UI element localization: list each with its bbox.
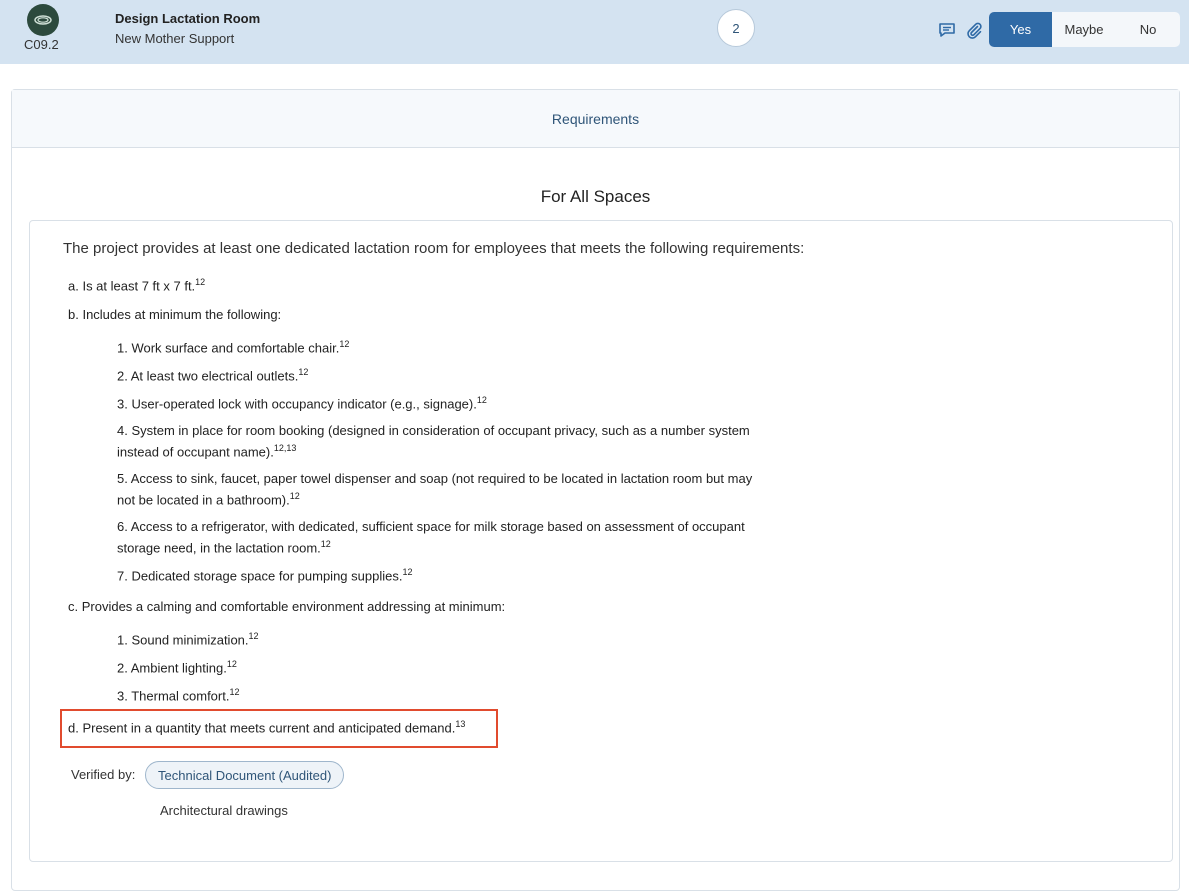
requirement-d: d. Present in a quantity that meets current and anticipated demand.$^{13}$: [68, 719, 466, 736]
requirement-b: b. Includes at minimum the following:: [68, 307, 282, 322]
list-item: 4. System in place for room booking (designed in consideration of occupant privacy, such as a number system: [117, 423, 750, 438]
list-item: 2. At least two electrical outlets.$^{12}$: [117, 367, 309, 384]
verification-document: Architectural drawings: [160, 803, 288, 818]
list-item-continued: instead of occupant name).$^{12,13}$: [117, 443, 297, 460]
comment-icon[interactable]: [937, 20, 957, 40]
list-item: 3. User-operated lock with occupancy indicator (e.g., signage).$^{12}$: [117, 395, 487, 412]
requirements-intro: The project provides at least one dedicated lactation room for employees that meets the following requirements:: [63, 240, 805, 257]
list-item: 5. Access to sink, faucet, paper towel dispenser and soap (not required to be located in lactation room but may: [117, 471, 753, 486]
list-item: 3. Thermal comfort.$^{12}$: [117, 687, 240, 704]
top-bar: [0, 0, 1189, 64]
feature-code: C09.2: [24, 37, 59, 52]
maybe-button[interactable]: Maybe: [1064, 22, 1104, 37]
list-item: 1. Sound minimization.$^{12}$: [117, 631, 259, 648]
list-item-continued: storage need, in the lactation room.$^{12}$: [117, 539, 331, 556]
requirements-panel: [11, 89, 1180, 891]
answer-toggle: [989, 12, 1180, 47]
no-button[interactable]: No: [1139, 22, 1157, 37]
requirement-c: c. Provides a calming and comfortable environment addressing at minimum:: [68, 599, 506, 614]
requirements-card: [29, 220, 1173, 862]
verification-method-pill[interactable]: Technical Document (Audited): [145, 761, 344, 789]
list-item: 1. Work surface and comfortable chair.$^{12}$: [117, 339, 350, 356]
yes-button[interactable]: Yes: [989, 12, 1052, 47]
list-item: 2. Ambient lighting.$^{12}$: [117, 659, 237, 676]
list-item: 6. Access to a refrigerator, with dedicated, sufficient space for milk storage based on assessment of occupant: [117, 519, 745, 534]
panel-heading: Requirements: [12, 90, 1179, 148]
feature-title: Design Lactation Room: [115, 11, 261, 26]
logo-icon: [27, 4, 59, 36]
section-title: For All Spaces: [540, 187, 651, 206]
requirement-a: a. Is at least 7 ft x 7 ft.$^{12}$: [68, 277, 206, 294]
list-item: 7. Dedicated storage space for pumping supplies.$^{12}$: [117, 567, 413, 584]
list-item-continued: not be located in a bathroom).$^{12}$: [117, 491, 300, 508]
paperclip-icon[interactable]: [964, 20, 984, 40]
verified-by-label: Verified by:: [71, 767, 136, 782]
feature-subtitle: New Mother Support: [115, 31, 235, 46]
count-badge[interactable]: 2: [717, 9, 755, 47]
